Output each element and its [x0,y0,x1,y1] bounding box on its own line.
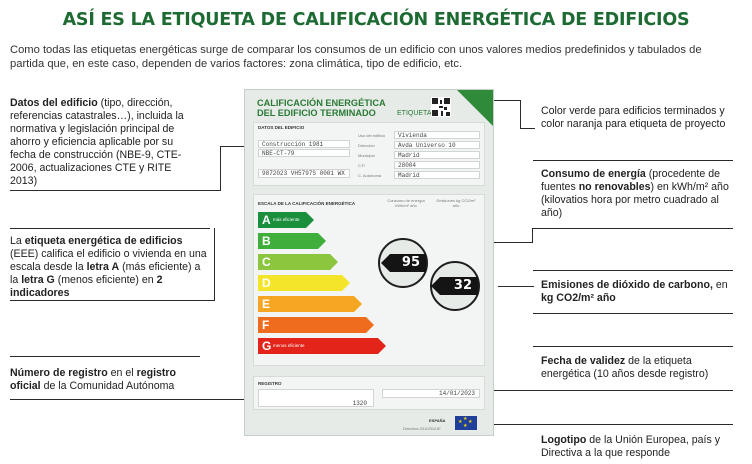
leader-emisiones-d [498,286,534,287]
consumo-indicator-circle [378,238,428,288]
leader-registro [10,356,200,357]
green-corner-icon [457,90,493,126]
note-color: Color verde para edificios terminados y color naranja para etiqueta de proyecto [541,105,726,130]
field-ref-catastral: 9872023 VH5797S 0001 WX [258,169,350,178]
leader-fecha [533,346,733,347]
field-cp: 28004 [394,161,480,169]
field-comunidad: Madrid [394,171,480,179]
grade-bar-g [258,338,386,354]
note-logotipo: Logotipo de la Unión Europea, país y Directiva a la que responde [541,434,720,459]
note-consumo: Consumo de energía (procedente de fuentes no renovables) en kWh/m² año (kilovatios hora por metro cuadrado al año) [541,168,729,219]
intro-text: Como todas las etiquetas energéticas surge de comparar los consumos de un edificio con unos valores medios predefinidos y tabulados de partida que, en este caso, dependen de varios factores: zona climática, tipo de edificio, etc. [10,44,702,70]
field-direccion: Avda Universo 10 [394,141,480,149]
leader-emisiones-b [533,313,733,314]
energy-label-card [244,89,494,436]
grade-bar-a [258,212,314,228]
field-municipio: Madrid [394,151,480,159]
emisiones-value-arrow: 32 [440,277,478,295]
note-fecha-validez: Fecha de validez de la etiqueta energética (10 años desde registro) [541,355,709,380]
qr-code-icon [431,97,451,117]
field-numero-registro: 1320 [258,389,374,407]
grade-bar-e [258,296,362,312]
grade-subtitle: más eficiente [273,217,300,222]
field-normativa: NBE-CT-79 [258,149,350,157]
grade-letter: F [262,318,270,332]
field-uso: Vivienda [394,131,480,139]
leader-eee [10,228,210,229]
directiva-text: Directiva 2010/31/UE [403,426,441,431]
leader-datos-h2 [10,190,221,191]
emisiones-indicator-circle [430,261,480,311]
leader-eee-b [10,300,215,301]
pais-text: ESPAÑA [429,418,446,423]
leader-consumo-v [532,228,533,242]
leader-datos-v [220,146,221,190]
grade-bar-c [258,254,338,270]
note-datos-edificio: Datos del edificio (tipo, dirección, referencias catastrales…), incluida la normativa y legislación principal de ahorro y eficiencia aplicable por su fecha de construcción (NBE-9, CTE-2006, actualizaciones CTE y RITE 2013) [10,97,184,187]
leader-registro-b [10,399,260,400]
grade-letter: G [262,339,272,353]
page-title: ASÍ ES LA ETIQUETA DE CALIFICACIÓN ENERGÉTICA DE EDIFICIOS [62,10,690,30]
grade-bar-f [258,317,374,333]
escala-section: ESCALA DE LA CALIFICACIÓN ENERGÉTICA Consumo de energía kWh/m² año Emisiones kg CO2/m² año [253,194,485,366]
grade-letter: D [262,276,271,290]
registro-section: REGISTRO 1320 14/01/2023 [253,376,485,410]
grade-letter: A [262,213,271,227]
leader-color-v [520,100,521,128]
leader-logo [478,424,733,425]
leader-fecha-b [480,390,733,391]
field-construccion: Construcción 1981 [258,140,350,148]
eu-flag-icon: ★ ★ ★ ★ [455,416,477,430]
label-title: CALIFICACIÓN ENERGÉTICA DEL EDIFICIO TERMINADO [257,98,386,118]
leader-emisiones [533,270,733,271]
grade-letter: B [262,234,271,248]
consumo-value-arrow: 95 [390,254,426,272]
label-tag: ETIQUETA [397,110,432,117]
datos-section: DATOS DEL EDIFICIO Construcción 1981 NBE-CT-79 9872023 VH5797S 0001 WX Uso del edificio Dirección Municipio C.P. C. Autónoma Vivienda Avda Universo 10 Madrid 28004 Madrid [253,122,485,186]
note-registro: Número de registro en el registro oficial de la Comunidad Autónoma [10,367,177,392]
grade-bar-d [258,275,350,291]
leader-eee-v [214,228,215,301]
grade-letter: C [262,255,271,269]
leader-consumo [533,160,733,161]
grade-letter: E [262,297,271,311]
grade-bar-b [258,233,326,249]
note-emisiones: Emisiones de dióxido de carbono, en kg CO2/m² año [541,279,728,304]
grade-subtitle: menos eficiente [273,343,305,348]
leader-consumo-b [533,228,733,229]
note-etiqueta-eee: La etiqueta energética de edificios (EEE) califica el edificio o vivienda en una escala desde la letra A (más eficiente) a la letra G (menos eficiente) en 2 indicadores [10,235,207,299]
leader-color-h [520,128,535,129]
field-fecha-validez: 14/01/2023 [382,389,480,398]
